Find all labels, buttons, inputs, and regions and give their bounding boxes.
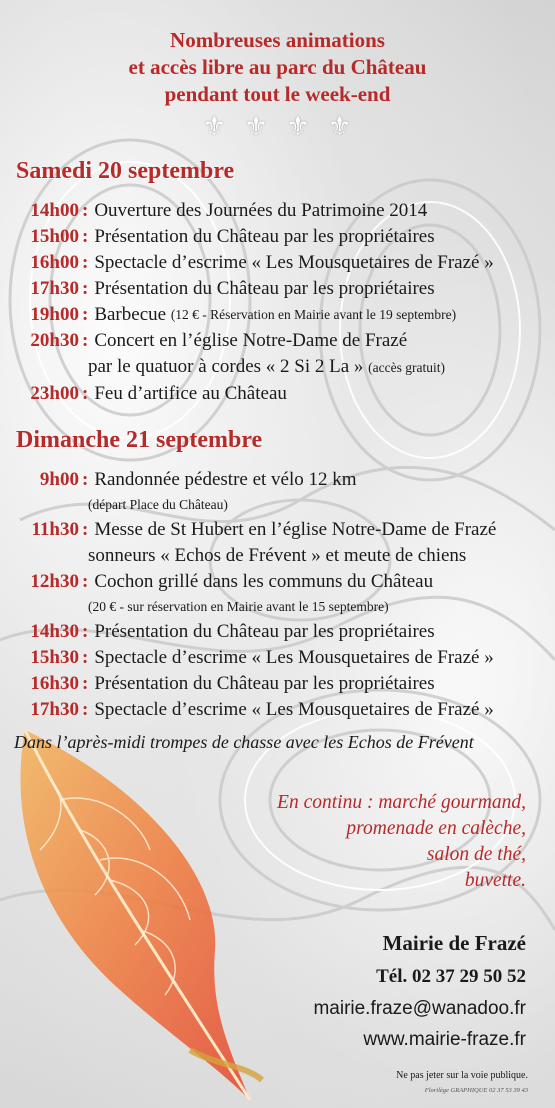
event-description: Spectacle d’escrime « Les Mousquetaires de Frazé » [94, 699, 494, 720]
sunday-schedule [0, 467, 555, 723]
time-separator: : [82, 383, 89, 404]
continuous-line: promenade en calèche, [346, 818, 526, 839]
event-note: (accès gratuit) [368, 360, 445, 375]
afternoon-note: Dans l’après-midi trompes de chasse avec les Echos de Frévent [14, 732, 474, 752]
schedule-row [0, 517, 555, 543]
schedule-row [0, 467, 555, 493]
time-separator: : [82, 278, 89, 299]
event-description: Présentation du Château par les propriétaires [94, 226, 435, 247]
schedule-continuation: sonneurs « Echos de Frévent » et meute de chiens [88, 545, 467, 566]
event-time: 11h30 [31, 519, 79, 540]
contact-website: www.mairie-fraze.fr [363, 1029, 526, 1050]
schedule-row [0, 328, 555, 354]
event-description: Feu d’artifice au Château [94, 383, 287, 404]
event-time: 12h30 [30, 571, 79, 592]
time-separator: : [82, 519, 89, 540]
schedule-row [0, 302, 555, 328]
time-separator: : [82, 621, 89, 642]
time-separator: : [82, 252, 89, 273]
contact-name: Mairie de Frazé [382, 931, 526, 955]
schedule-row [0, 381, 555, 407]
intro-heading [0, 27, 555, 108]
schedule-row [0, 671, 555, 697]
event-description: Spectacle d’escrime « Les Mousquetaires de Frazé » [94, 647, 494, 668]
event-time: 15h30 [30, 647, 79, 668]
saturday-title: Samedi 20 septembre [16, 158, 235, 184]
event-time: 17h30 [30, 699, 79, 720]
schedule-row [0, 569, 555, 595]
event-description: Randonnée pédestre et vélo 12 km [94, 469, 357, 490]
time-separator: : [82, 469, 89, 490]
event-time: 15h00 [30, 226, 79, 247]
continuous-line: buvette. [464, 870, 526, 891]
continuous-activities [277, 790, 526, 894]
schedule-row [0, 276, 555, 302]
schedule-row [0, 198, 555, 224]
event-description: Cochon grillé dans les communs du Château [94, 571, 434, 592]
time-separator: : [82, 699, 89, 720]
contact-email: mairie.fraze@wanadoo.fr [313, 998, 526, 1019]
event-description: Messe de St Hubert en l’église Notre-Dame de Frazé [94, 519, 497, 540]
event-description: Barbecue [94, 304, 167, 325]
event-time: 19h00 [30, 304, 79, 325]
feather-illustration [0, 720, 290, 1108]
event-description: Spectacle d’escrime « Les Mousquetaires de Frazé » [94, 252, 494, 273]
schedule-row [0, 645, 555, 671]
continuous-line: salon de thé, [426, 844, 526, 865]
contact-phone: Tél. 02 37 29 50 52 [376, 966, 526, 987]
intro-line: et accès libre au parc du Château [128, 55, 427, 79]
time-separator: : [82, 226, 89, 247]
schedule-continuation [0, 354, 555, 381]
time-separator: : [82, 304, 89, 325]
event-description: Présentation du Château par les propriétaires [94, 673, 435, 694]
continuous-line: En continu : marché gourmand, [277, 792, 526, 813]
intro-line: pendant tout le week-end [164, 82, 391, 106]
schedule-row [0, 224, 555, 250]
intro-line: Nombreuses animations [170, 28, 385, 52]
event-time: 14h30 [30, 621, 79, 642]
event-description: Présentation du Château par les propriétaires [94, 621, 435, 642]
event-time: 17h30 [30, 278, 79, 299]
saturday-schedule [0, 198, 555, 407]
time-separator: : [82, 647, 89, 668]
event-description: Ouverture des Journées du Patrimoine 2014 [94, 200, 428, 221]
event-time: 20h30 [30, 330, 79, 351]
time-separator: : [82, 200, 89, 221]
event-note: (12 € - Réservation en Mairie avant le 19 septembre) [170, 307, 457, 322]
fleur-de-lis-icon: ⚜ ⚜ ⚜ ⚜ [202, 112, 358, 141]
schedule-row [0, 619, 555, 645]
event-time: 9h00 [39, 469, 79, 490]
event-time: 16h00 [30, 252, 79, 273]
schedule-row [0, 250, 555, 276]
event-time: 14h00 [30, 200, 79, 221]
sunday-title: Dimanche 21 septembre [16, 427, 263, 453]
footnote: Ne pas jeter sur la voie publique. [396, 1070, 528, 1081]
event-time: 23h00 [30, 383, 79, 404]
printer-credit: Florilège GRAPHIQUE 02 37 53 39 43 [424, 1087, 528, 1094]
schedule-continuation: (départ Place du Château) [88, 497, 228, 512]
schedule-row [0, 697, 555, 723]
time-separator: : [82, 330, 89, 351]
contact-block [313, 925, 526, 1055]
event-time: 16h30 [30, 673, 79, 694]
time-separator: : [82, 571, 89, 592]
event-description: Présentation du Château par les propriétaires [94, 278, 435, 299]
time-separator: : [82, 673, 89, 694]
event-description: Concert en l’église Notre-Dame de Frazé [94, 330, 408, 351]
schedule-continuation: (20 € - sur réservation en Mairie avant le 15 septembre) [88, 599, 389, 614]
event-description: par le quatuor à cordes « 2 Si 2 La » [88, 356, 364, 377]
